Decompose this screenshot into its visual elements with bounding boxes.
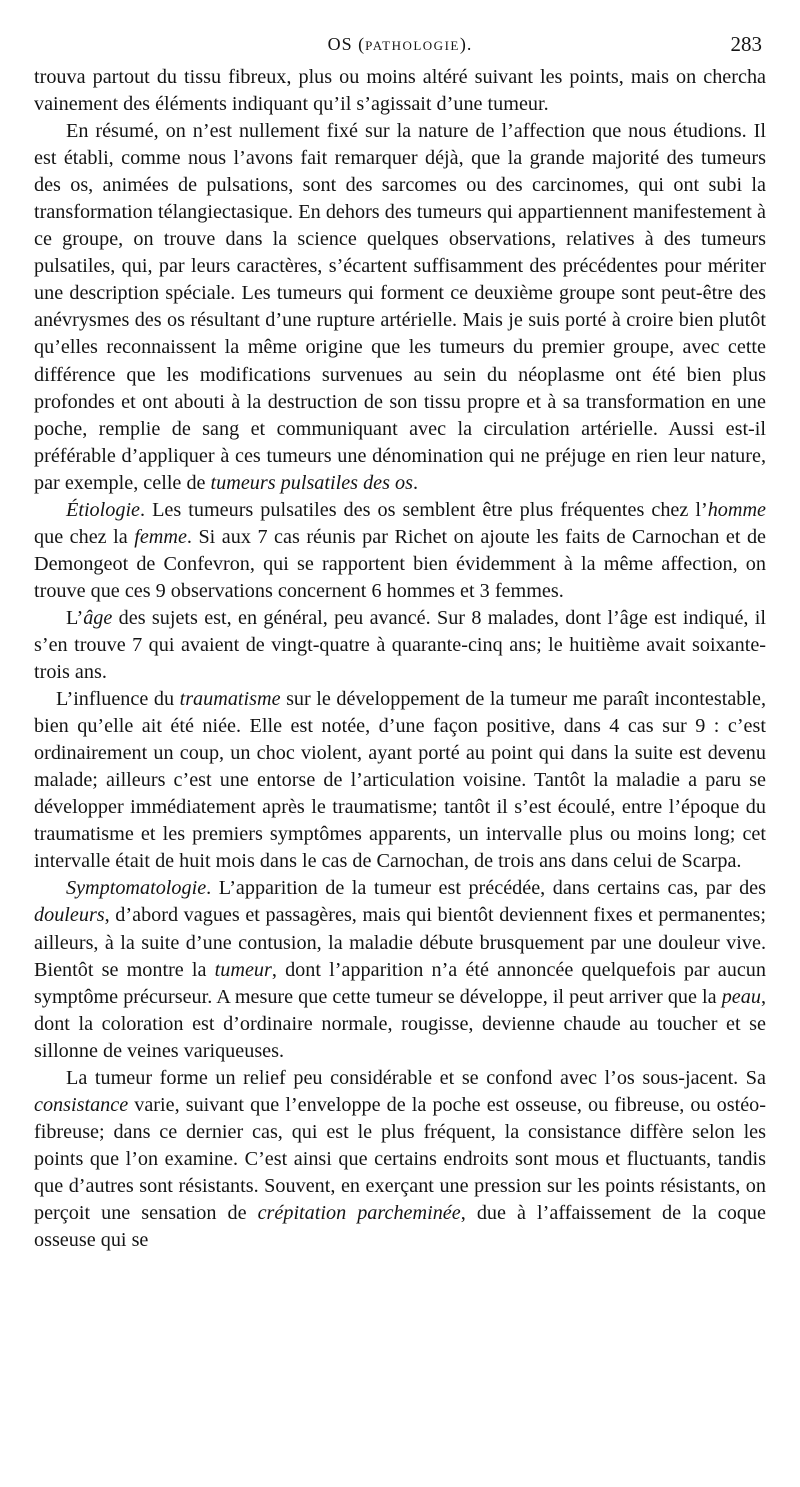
italic-term: traumatisme: [179, 688, 281, 711]
paragraph-text: . Si aux 7 cas réunis par Richet on ajoute les faits de Carnochan et de Demongeot de Confevron, qui se rapportent bien évidemment à la même affection, on trouve que ces 9 observations concernent 6 hommes et 3 femmes.: [34, 525, 766, 602]
paragraph-text: En résumé, on n’est nullement fixé sur la nature de l’affection que nous étudions. Il est établi, comme nous l’avons fait remarquer déjà, que la grande majorité des tumeurs des os, animées de pulsations, sont des sarcomes ou des carcinomes, qui ont subi la transformation télangiectasique. En dehors des tumeurs qui appartiennent manifestement à ce groupe, on trouve dans la science quelques observations, relatives à des tumeurs pulsatiles, qui, par leurs caractères, s’écartent suffisamment des précédentes pour mériter une description spéciale. Les tumeurs qui forment ce deuxième groupe sont peut-être des anévrysmes des os résultant d’une rupture artérielle. Mais je suis porté à croire bien plutôt qu’elles reconnaissent la même origine que les tumeurs du premier groupe, avec cette différence que les modifications survenues au sein du néoplasme ont été bien plus profondes et ont abouti à la destruction de son tissu propre et à sa transformation en une poche, remplie de sang et communiquant avec la circulation artérielle. Aussi est-il préférable d’appliquer à ces tumeurs une dénomination qui ne préjuge en rien leur nature, par exemple, celle de: [34, 120, 766, 494]
italic-term: peau: [721, 985, 761, 1008]
page-number: 283: [730, 32, 762, 56]
paragraph-text: des sujets est, en général, peu avancé. Sur 8 malades, dont l’âge est indiqué, il s’en trouve 7 qui avaient de vingt-quatre à quarante-cinq ans; le huitième avait soixante-trois ans.: [34, 606, 766, 684]
paragraph-symptomatologie: [34, 875, 766, 1064]
body-text: [34, 64, 766, 1254]
running-title: [0, 34, 800, 55]
italic-term: tumeur: [214, 958, 272, 981]
section-heading: Symptomatologie: [66, 877, 207, 900]
italic-term: âge: [83, 606, 113, 629]
section-heading: Étiologie: [66, 498, 141, 521]
paragraph-text: L’: [66, 606, 84, 629]
paragraph-traumatisme: [34, 686, 766, 875]
paragraph-text: que chez la: [34, 525, 135, 548]
paragraph-text: sur le développement de la tumeur me paraît incontestable, bien qu’elle ait été niée. Elle est notée, d’une façon positive, dans 4 cas sur 9 : c’est ordinairement un coup, un choc violent, ayant porté au point qui dans la suite est devenu malade; ailleurs c’est une entorse de l’articulation voisine. Tantôt la maladie a paru se développer immédiatement après le traumatisme; tantôt il s’est écoulé, entre l’époque du traumatisme et les premiers symptômes apparents, un intervalle plus ou moins long; cet intervalle était de huit mois dans le cas de Carnochan, de trois ans dans celui de Scarpa.: [34, 688, 766, 873]
paragraph-age: [34, 605, 766, 686]
paragraph-text: La tumeur forme un relief peu considérable et se confond avec l’os sous-jacent. Sa: [66, 1066, 766, 1089]
italic-term: consistance: [34, 1093, 129, 1116]
paragraph-etiologie: [34, 497, 766, 605]
italic-term: femme: [134, 525, 187, 548]
italic-term: homme: [707, 498, 766, 521]
paragraph-text: . Les tumeurs pulsatiles des os semblent être plus fréquentes chez l’: [140, 498, 708, 521]
running-head: [0, 30, 800, 60]
paragraph-text: , d’abord vagues et passagères, mais qui bientôt deviennent fixes et permanentes; ailleurs, à la suite d’une contusion, la maladie débute brusquement par une douleur vive. Bientôt se montre la: [34, 904, 766, 981]
paragraph-consistance: [34, 1065, 766, 1254]
title-end: ).: [459, 34, 473, 54]
paragraph-text: , dont l’apparition n’a été annoncée quelquefois par aucun symptôme précurseur. A mesure que cette tumeur se développe, il peut arriver que la: [34, 958, 766, 1008]
paragraph-text: , dont la coloration est d’ordinaire normale, rougisse, devienne chaude au toucher et se sillonne de veines variqueuses.: [34, 985, 766, 1062]
paragraph-text: , due à l’affaissement de la coque osseuse qui se: [34, 1201, 766, 1252]
title-caps: PATHOLOGIE: [365, 38, 460, 53]
italic-term: douleurs: [34, 904, 105, 927]
italic-term: tumeurs pulsatiles des os: [210, 471, 413, 494]
paragraph-text: varie, suivant que l’enveloppe de la poche est osseuse, ou fibreuse, ou ostéo-fibreuse; dans ce dernier cas, qui est le plus fréquent, la consistance diffère selon les points que l’on examine. C’est ainsi que certains endroits sont mous et fluctuants, tandis que d’autres sont résistants. Souvent, en exerçant une pression sur les points résistants, on perçoit une sensation de: [34, 1093, 766, 1224]
paragraph-resume: [34, 118, 766, 497]
title-main: OS (: [327, 34, 366, 54]
paragraph-continuation: trouva partout du tissu fibreux, plus ou moins altéré suivant les points, mais on chercha vainement des éléments indiquant qu’il s’agissait d’une tumeur.: [34, 66, 766, 116]
paragraph-text: L’influence du: [56, 688, 180, 711]
italic-term: crépitation parcheminée: [257, 1201, 461, 1224]
paragraph-text: .: [412, 471, 419, 494]
paragraph-text: . L’apparition de la tumeur est précédée, dans certains cas, par des: [206, 877, 766, 900]
